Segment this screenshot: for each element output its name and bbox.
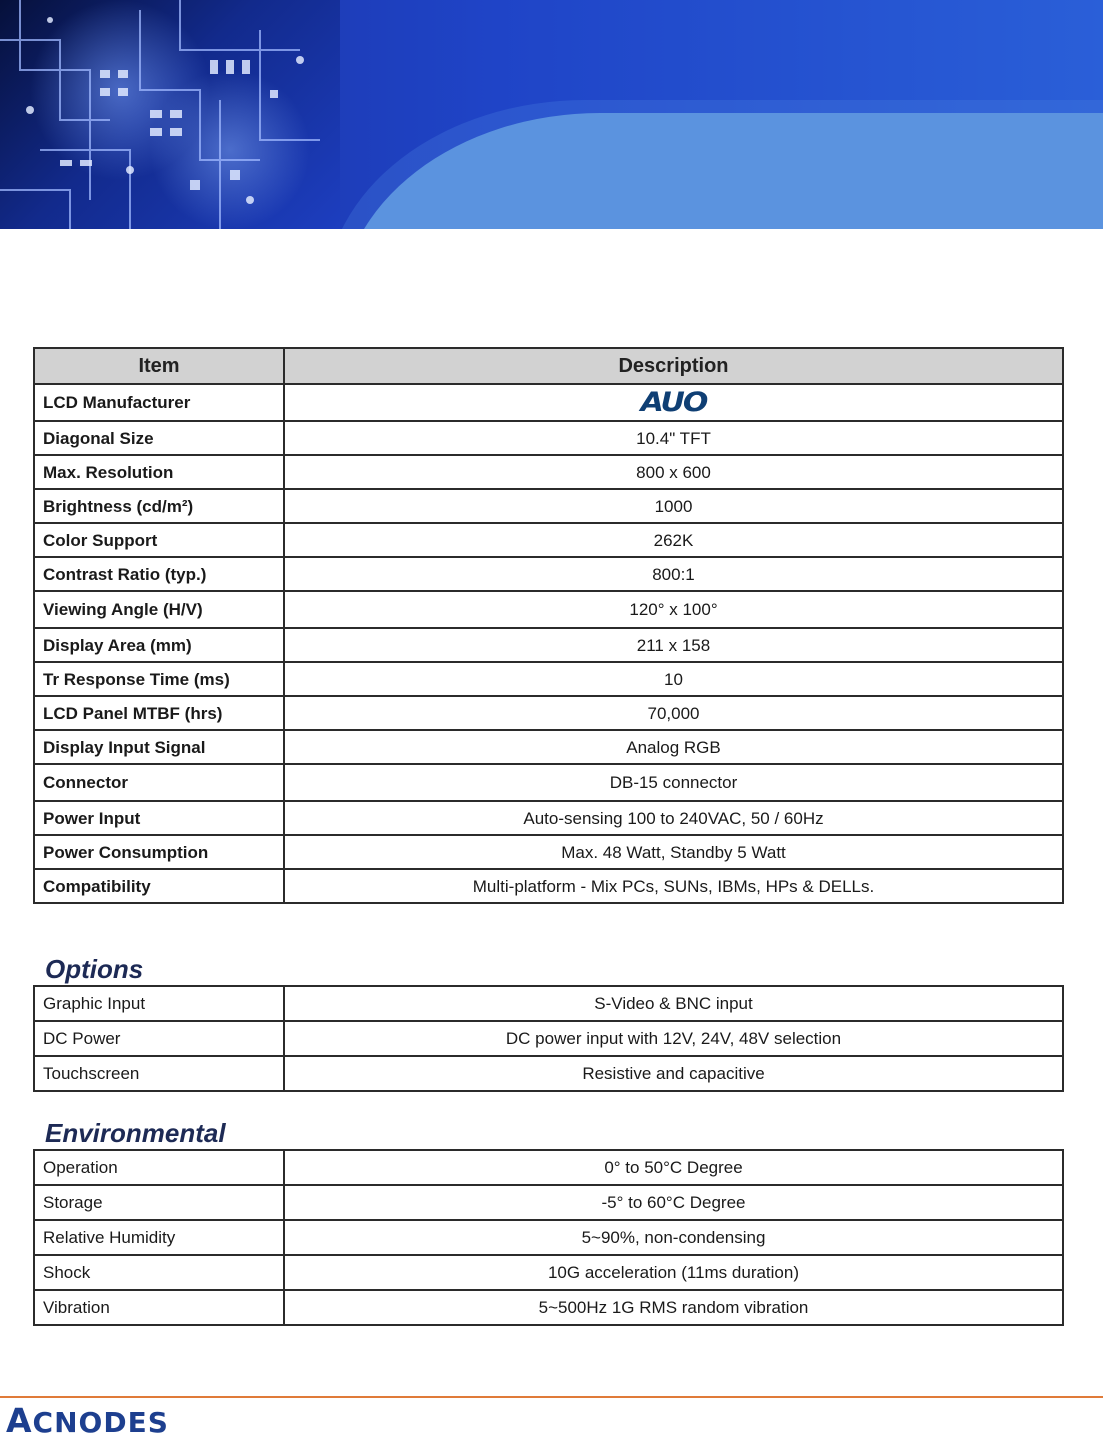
table-row (34, 591, 1063, 628)
auo-logo: AUO (640, 386, 707, 418)
row-label: Contrast Ratio (typ.) (34, 557, 284, 591)
row-value: 800 x 600 (284, 455, 1063, 489)
row-value: Analog RGB (284, 730, 1063, 764)
table-row (34, 1185, 1063, 1220)
table-row (34, 662, 1063, 696)
row-value: 10.4" TFT (284, 421, 1063, 455)
column-header-description: Description (284, 348, 1063, 384)
row-label: Tr Response Time (ms) (34, 662, 284, 696)
row-label: Graphic Input (34, 986, 284, 1021)
row-value: Auto-sensing 100 to 240VAC, 50 / 60Hz (284, 801, 1063, 835)
row-label: LCD Manufacturer (34, 384, 284, 421)
table-row (34, 455, 1063, 489)
row-value: 1000 (284, 489, 1063, 523)
row-label: Diagonal Size (34, 421, 284, 455)
row-value: 5~500Hz 1G RMS random vibration (284, 1290, 1063, 1325)
row-value: 70,000 (284, 696, 1063, 730)
options-title: Options (45, 954, 144, 984)
table-row (34, 764, 1063, 801)
row-value: 10G acceleration (11ms duration) (284, 1255, 1063, 1290)
row-label: Viewing Angle (H/V) (34, 591, 284, 628)
row-label: Touchscreen (34, 1056, 284, 1091)
table-row (34, 1021, 1063, 1056)
row-value: S-Video & BNC input (284, 986, 1063, 1021)
row-label: Max. Resolution (34, 455, 284, 489)
row-value: -5° to 60°C Degree (284, 1185, 1063, 1220)
table-row (34, 557, 1063, 591)
table-row (34, 1220, 1063, 1255)
table-row (34, 986, 1063, 1021)
row-value: 800:1 (284, 557, 1063, 591)
row-label: Power Consumption (34, 835, 284, 869)
footer-divider (0, 1396, 1103, 1398)
table-row (34, 1150, 1063, 1185)
row-value: 10 (284, 662, 1063, 696)
table-row (34, 384, 1063, 421)
environmental-title: Environmental (45, 1118, 226, 1148)
row-value: Multi-platform - Mix PCs, SUNs, IBMs, HPs & DELLs. (284, 869, 1063, 903)
table-row (34, 1290, 1063, 1325)
row-value: 211 x 158 (284, 628, 1063, 662)
row-label: Compatibility (34, 869, 284, 903)
logo-rest: CNODES (32, 1406, 169, 1439)
row-label: Display Area (mm) (34, 628, 284, 662)
row-value: DB-15 connector (284, 764, 1063, 801)
row-label: Color Support (34, 523, 284, 557)
row-label: Relative Humidity (34, 1220, 284, 1255)
row-label: LCD Panel MTBF (hrs) (34, 696, 284, 730)
circuit-board-image (0, 0, 340, 229)
header-banner (0, 0, 1103, 229)
table-row (34, 801, 1063, 835)
logo-initial: A (6, 1401, 33, 1440)
row-label: Storage (34, 1185, 284, 1220)
spec-table (33, 347, 1064, 904)
acnodes-logo (6, 1401, 169, 1440)
manufacturer-logo-cell (284, 384, 1063, 421)
table-row (34, 730, 1063, 764)
options-table (33, 985, 1064, 1092)
column-header-item: Item (34, 348, 284, 384)
row-value: DC power input with 12V, 24V, 48V selection (284, 1021, 1063, 1056)
row-label: Operation (34, 1150, 284, 1185)
row-label: Display Input Signal (34, 730, 284, 764)
row-value: 5~90%, non-condensing (284, 1220, 1063, 1255)
row-value: Max. 48 Watt, Standby 5 Watt (284, 835, 1063, 869)
table-row (34, 523, 1063, 557)
row-value: Resistive and capacitive (284, 1056, 1063, 1091)
table-row (34, 835, 1063, 869)
row-label: Connector (34, 764, 284, 801)
row-label: Shock (34, 1255, 284, 1290)
row-label: Vibration (34, 1290, 284, 1325)
table-row (34, 489, 1063, 523)
row-value: 120° x 100° (284, 591, 1063, 628)
row-value: 0° to 50°C Degree (284, 1150, 1063, 1185)
spec-table-header (34, 348, 1063, 384)
table-row (34, 869, 1063, 903)
row-label: DC Power (34, 1021, 284, 1056)
table-row (34, 1255, 1063, 1290)
table-row (34, 628, 1063, 662)
table-row (34, 421, 1063, 455)
row-label: Brightness (cd/m²) (34, 489, 284, 523)
row-label: Power Input (34, 801, 284, 835)
table-row (34, 696, 1063, 730)
circuit-traces (0, 0, 340, 229)
environmental-table (33, 1149, 1064, 1326)
table-row (34, 1056, 1063, 1091)
row-value: 262K (284, 523, 1063, 557)
